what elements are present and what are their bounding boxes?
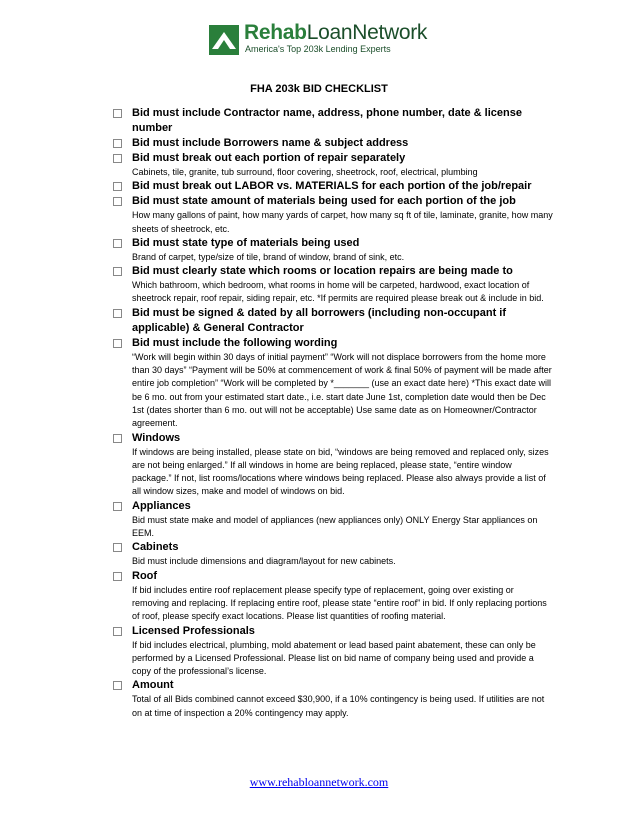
checkbox[interactable]	[113, 267, 122, 276]
checklist-item-description: Cabinets, tile, granite, tub surround, floor covering, sheetrock, roof, electrical, plumbing	[132, 167, 478, 177]
checklist-item	[113, 569, 553, 624]
checklist-item	[113, 106, 553, 136]
checkbox[interactable]	[113, 681, 122, 690]
checklist-item-description: If windows are being installed, please state on bid, “windows are being removed and replaced only, sizes are not being enlarged.” If all windows in home are being replaced, please state, “entire window package.” If not, list rooms/locations where windows being replaced. Please also always provide a list of all window sizes, make and model of windows on bid.	[132, 446, 549, 497]
checklist-item-heading: Bid must clearly state which rooms or location repairs are being made to	[132, 265, 513, 278]
checklist-item-description: If bid includes entire roof replacement please specify type of replacement, going over existing or removing and replacing. If replacing entire roof, please state “entire roof” in bid. If only replacing portions of roof, please specify exact locations. Please list quantities of roofing material.	[132, 584, 547, 622]
checklist-item-heading: Roof	[132, 569, 158, 582]
checklist-item	[113, 540, 553, 568]
checklist-item-heading: Bid must break out each portion of repair separately	[132, 152, 406, 164]
checkbox[interactable]	[113, 197, 122, 206]
checkbox[interactable]	[113, 572, 122, 581]
checkbox[interactable]	[113, 239, 122, 248]
checkbox[interactable]	[113, 139, 122, 148]
footer-link[interactable]: www.rehabloannetwork.com	[249, 775, 389, 789]
checklist-item-heading: Bid must be signed & dated by all borrowers (including non-occupant if applicable) & General Contractor	[132, 306, 507, 334]
checkbox[interactable]	[113, 543, 122, 552]
checklist-item-heading: Bid must state amount of materials being used for each portion of the job	[132, 195, 516, 208]
logo	[209, 21, 428, 58]
checklist-item-description: Total of all Bids combined cannot exceed $30,900, if a 10% contingency is being used. If utilities are not on at time of inspection a 20% contingency may apply.	[132, 694, 545, 718]
checkbox[interactable]	[113, 627, 122, 636]
checklist-item-heading: Amount	[132, 679, 174, 692]
checklist-item-description: If bid includes electrical, plumbing, mold abatement or lead based paint abatement, these can only be performed by a Licensed Professional. Please list on bid name of company being used and provide a copy of the professional’s license.	[132, 639, 536, 677]
checkbox[interactable]	[113, 434, 122, 443]
checklist-item	[113, 499, 553, 541]
checklist-item-heading: Appliances	[132, 499, 191, 512]
checklist-item	[113, 624, 553, 679]
checklist-item-heading: Bid must break out LABOR vs. MATERIALS for each portion of the job/repair	[132, 180, 532, 193]
checklist-item	[113, 678, 553, 720]
checklist-item-heading: Licensed Professionals	[132, 624, 255, 637]
checklist	[113, 106, 553, 720]
page-title: FHA 203k BID CHECKLIST	[250, 83, 388, 95]
checklist-item	[113, 194, 553, 236]
checkbox[interactable]	[113, 109, 122, 118]
checklist-item-heading: Cabinets	[132, 541, 179, 554]
checkbox[interactable]	[113, 502, 122, 511]
checklist-item-heading: Windows	[132, 431, 181, 444]
checkbox[interactable]	[113, 182, 122, 191]
logo-name: RehabLoanNetwork	[244, 21, 428, 44]
checklist-item	[113, 179, 553, 194]
checklist-item	[113, 136, 553, 151]
checkbox[interactable]	[113, 309, 122, 318]
checklist-item-description: Bid must state make and model of appliances (new appliances only) ONLY Energy Star appliances on EEM.	[132, 514, 538, 539]
checklist-item-heading: Bid must include the following wording	[132, 336, 338, 349]
checklist-item-description: “Work will begin within 30 days of initial payment” “Work will not displace borrowers from the home more than 30 days” “Payment will be 50% at commencement of work & final 50% of payment will be made after entire job completion” “Work will be completed by *_______ (use an exact date here) *This exact date will be 6 mo. out from your estimated start date., i.e. start date June 1st, completion date would then be Dec 1st (dates shorter than 6 mo. out will not be acceptable) Use same date as on Homeowner/Contractor agreement.	[132, 351, 552, 429]
checklist-item-heading: Bid must include Contractor name, address, phone number, date & license number	[132, 107, 522, 134]
checklist-item	[113, 264, 553, 306]
checklist-item	[113, 306, 553, 336]
checkbox[interactable]	[113, 154, 122, 163]
checklist-item-description: Bid must include dimensions and diagram/layout for new cabinets.	[132, 556, 396, 567]
logo-house-icon	[209, 25, 239, 55]
checkbox[interactable]	[113, 339, 122, 348]
checklist-item-heading: Bid must include Borrowers name & subject address	[132, 137, 409, 149]
checklist-item	[113, 151, 553, 179]
checklist-item-description: Brand of carpet, type/size of tile, brand of window, brand of sink, etc.	[132, 251, 405, 262]
checklist-item	[113, 336, 553, 431]
checklist-item-description: Which bathroom, which bedroom, what rooms in home will be carpeted, hardwood, exact location of sheetrock repair, roof repair, siding repair, etc. *If permits are required please break out & include in bid.	[132, 280, 544, 304]
checklist-item	[113, 236, 553, 264]
checklist-item-heading: Bid must state type of materials being used	[132, 236, 360, 249]
logo-tagline: America's Top 203k Lending Experts	[245, 44, 391, 54]
checklist-item	[113, 431, 553, 499]
checklist-item-description: How many gallons of paint, how many yards of carpet, how many sq ft of tile, laminate, granite, how many sheets of sheetrock, etc.	[132, 210, 553, 234]
